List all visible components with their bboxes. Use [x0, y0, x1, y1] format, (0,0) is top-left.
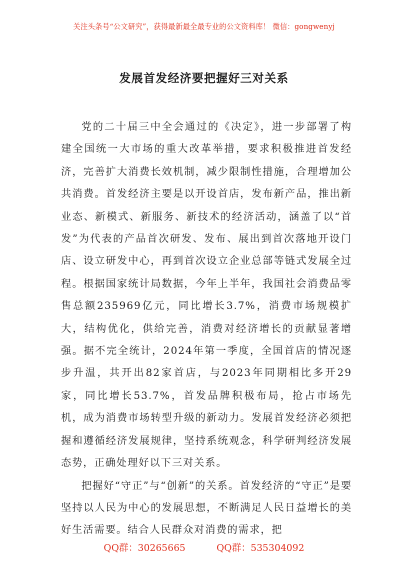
header-banner: 关注头条号“公文研究”，获得最新最全最专业的公文资料库！ 微信：gongwenyj	[73, 22, 335, 31]
qq-group-left: QQ群：30265665	[103, 543, 186, 554]
document-body	[61, 117, 352, 543]
document-title: 发展首发经济要把握好三对关系	[119, 71, 289, 85]
footer-contacts	[0, 540, 408, 554]
paragraph: 把握好“守正”与“创新”的关系。首发经济的“守正”是要坚持以人民为中心的发展思想，不断满足人民日益增长的美好生活需要。结合人民群众对消费的需求，把	[61, 480, 352, 537]
qq-group-right: QQ群：535304092	[216, 543, 305, 554]
paragraph: 党的二十届三中全会通过的《决定》，进一步部署了构建全国统一大市场的重大改革举措，要求积极推进首发经济，完善扩大消费长效机制，减少限制性措施，合理增加公共消费。首发经济主要是以开设首店，发布新产品，推出新业态、新模式、新服务、新技术的经济活动，涵盖了以“首发”为代表的产品首次研发、发布、展出到首次落地开设门店、设立研发中心，再到首次设立企业总部等链式发展全过程。根据国家统计局数据，今年上半年，我国社会消费品零售总额235969亿元，同比增长3.7%，消费市场规模扩大，结构优化，供给完善，消费对经济增长的贡献显著增强。据不完全统计，2024年第一季度，全国首店的情况逐步升温，共开出82家首店，与2023年同期相比多开29家，同比增长53.7%，首发品牌积极布局，抢占市场先机，成为消费市场转型升级的新动力。发展首发经济必须把握和遵循经济发展规律，坚持系统观念，科学研判经济发展态势，正确处理好以下三对关系。	[61, 122, 352, 470]
